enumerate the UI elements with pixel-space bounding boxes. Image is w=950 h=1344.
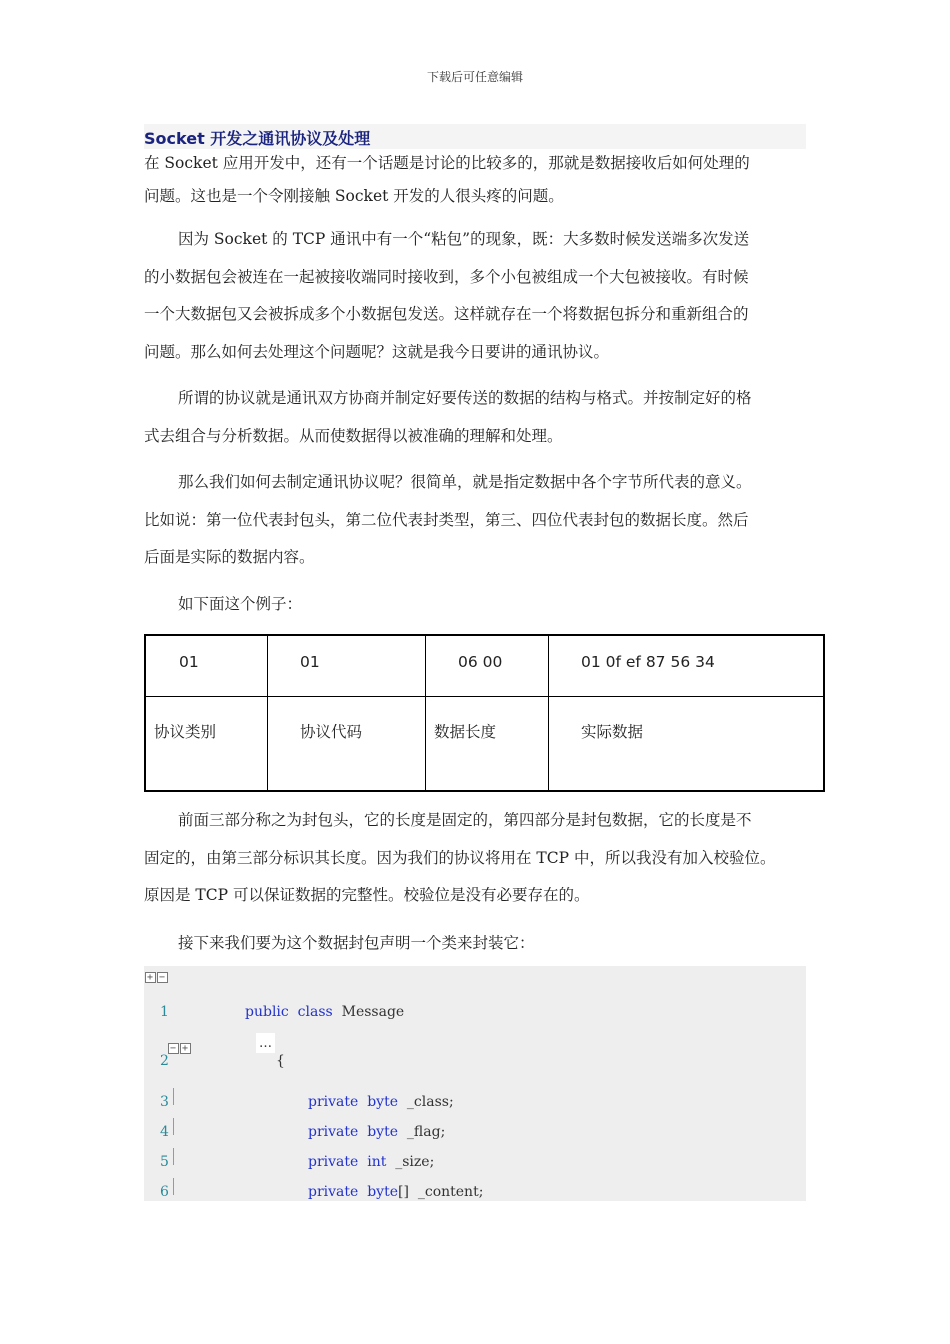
- paragraph-line: 如下面这个例子：: [178, 595, 303, 613]
- expand-icon[interactable]: +: [146, 972, 155, 983]
- fold-guide: [173, 1178, 174, 1195]
- paragraph-line: 的小数据包会被连在一起被接收端同时接收到，多个小包被组成一个大包被接收。有时候: [144, 268, 749, 286]
- paragraph-line: 所谓的协议就是通讯双方协商并制定好要传送的数据的结构与格式。并按制定好的格: [178, 389, 752, 407]
- paragraph-line: 那么我们如何去制定通讯协议呢？很简单，就是指定数据中各个字节所代表的意义。: [178, 473, 752, 491]
- code-line-3: [308, 1094, 454, 1110]
- keyword: class: [297, 1004, 333, 1020]
- paragraph-line: 前面三部分称之为封包头，它的长度是固定的，第四部分是封包数据，它的长度是不: [178, 811, 752, 829]
- article-title: [144, 126, 370, 149]
- fold-guide: [173, 1118, 174, 1135]
- collapse-icon[interactable]: −: [169, 1043, 178, 1054]
- paragraph-line: 因为 Socket 的 TCP 通讯中有一个“粘包”的现象，既：大多数时候发送端多次发送: [178, 230, 750, 248]
- code-line-5: [308, 1154, 434, 1170]
- line-number: 5: [160, 1154, 169, 1170]
- paragraph-line: 一个大数据包又会被拆成多个小数据包发送。这样就存在一个将数据包拆分和重新组合的: [144, 305, 749, 323]
- keyword: private: [308, 1094, 359, 1110]
- code-text: _class;: [406, 1094, 454, 1110]
- keyword: private: [308, 1154, 359, 1170]
- code-line-1: [245, 1004, 404, 1020]
- table-cell: 06 00: [426, 635, 549, 697]
- code-line-2: {: [276, 1053, 285, 1069]
- code-text: Message: [341, 1004, 405, 1020]
- line-number: 2: [160, 1053, 169, 1069]
- table-cell: 数据长度: [426, 697, 549, 792]
- collapse-icon[interactable]: −: [158, 972, 167, 983]
- paragraph-line: 问题。那么如何去处理这个问题呢？这就是我今日要讲的通讯协议。: [144, 343, 610, 361]
- code-line-6: [308, 1184, 483, 1200]
- line-number: 1: [160, 1004, 169, 1020]
- protocol-table: [144, 634, 825, 792]
- paragraph-line: 在 Socket 应用开发中，还有一个话题是讨论的比较多的，那就是数据接收后如何处理的: [144, 154, 750, 172]
- keyword: byte: [367, 1184, 399, 1200]
- code-text: _content;: [417, 1184, 484, 1200]
- code-block: [144, 966, 806, 1201]
- expand-icon[interactable]: +: [181, 1043, 190, 1054]
- table-cell: 01: [145, 635, 268, 697]
- fold-guide: [173, 1148, 174, 1165]
- expand-collapse-all-toggle[interactable]: [145, 970, 169, 983]
- table-cell: 协议类别: [145, 697, 268, 792]
- collapsed-ellipsis[interactable]: …: [256, 1033, 275, 1053]
- keyword: byte: [367, 1124, 399, 1140]
- fold-guide: [173, 1088, 174, 1105]
- line-number: 3: [160, 1094, 169, 1110]
- keyword: int: [367, 1154, 387, 1170]
- keyword: private: [308, 1184, 359, 1200]
- line-number: 4: [160, 1124, 169, 1140]
- paragraph-line: 原因是 TCP 可以保证数据的完整性。校验位是没有必要存在的。: [144, 886, 590, 904]
- table-cell: 01: [268, 635, 426, 697]
- keyword: public: [245, 1004, 289, 1020]
- code-text: _flag;: [406, 1124, 446, 1140]
- paragraph-line: 固定的，由第三部分标识其长度。因为我们的协议将用在 TCP 中，所以我没有加入校验位。: [144, 849, 776, 867]
- table-cell: 01 0f ef 87 56 34: [549, 635, 825, 697]
- title-zh: 开发之通讯协议及处理: [204, 129, 371, 148]
- paragraph-line: 接下来我们要为这个数据封包声明一个类来封装它：: [178, 934, 535, 952]
- table-row: [145, 635, 824, 697]
- page-header: 下载后可任意编辑: [426, 70, 523, 84]
- table-cell: 实际数据: [549, 697, 825, 792]
- table-row: [145, 697, 824, 792]
- line-number: 6: [160, 1184, 169, 1200]
- table-cell: 协议代码: [268, 697, 426, 792]
- paragraph-line: 比如说：第一位代表封包头，第二位代表封类型，第三、四位代表封包的数据长度。然后: [144, 511, 749, 529]
- paragraph-line: 式去组合与分析数据。从而使数据得以被准确的理解和处理。: [144, 427, 563, 445]
- code-text: []: [398, 1184, 409, 1200]
- paragraph-line: 后面是实际的数据内容。: [144, 548, 315, 566]
- keyword: private: [308, 1124, 359, 1140]
- code-line-4: [308, 1124, 445, 1140]
- paragraph-line: 问题。这也是一个令刚接触 Socket 开发的人很头疼的问题。: [144, 187, 564, 205]
- title-en: Socket: [144, 129, 205, 148]
- keyword: byte: [367, 1094, 399, 1110]
- code-text: _size;: [395, 1154, 435, 1170]
- fold-toggle[interactable]: [168, 1041, 192, 1054]
